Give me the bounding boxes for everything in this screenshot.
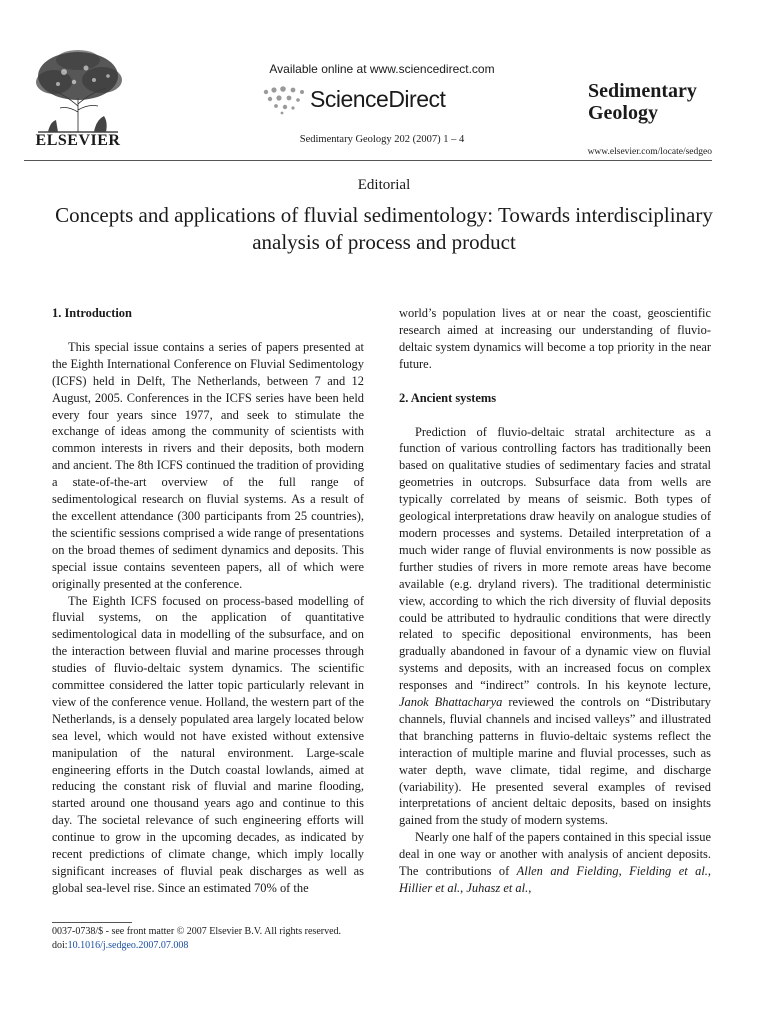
header-divider [24, 160, 712, 161]
reference-link[interactable]: Hillier et al. [399, 881, 461, 895]
journal-name: Sedimentary Geology [588, 80, 697, 124]
issn-copyright: 0037-0738/$ - see front matter © 2007 Elsevier B.V. All rights reserved. [52, 926, 342, 937]
intro-paragraph-2: The Eighth ICFS focused on process-based modelling of fluvial systems, on the application of quantitative sedimentological data in modelling of the subsurface, and on the interaction between fluvial and marine processes through studies of fluvio-deltaic system dynamics. The scientific committee considered the latter topic particularly relevant in view of the conference venue. Holland, the western part of the Netherlands, is a densely populated area largely located below sea level, which would not have existed without extensive manipulation of the natural environment. Large-scale engineering efforts in the Dutch coastal lowlands, aimed at reducing the constant risk of fluvial and marine flooding, started around one thousand years ago and continue to this day. The societal relevance of such engineering efforts will continue to grow in the upcoming decades, as indicated by recent predictions of climate change, which imply locally significant increases of fluvial peak discharges as well as global sea-level rise. Since an estimated 70% of the [52, 593, 364, 895]
right-column [399, 305, 711, 897]
publisher-name: ELSEVIER [35, 132, 121, 149]
footer-divider [52, 922, 132, 923]
doi-link[interactable]: 10.1016/j.sedgeo.2007.07.008 [67, 940, 189, 951]
ancient-paragraph-2: Nearly one half of the papers contained in this special issue deal in one way or another with analysis of ancient deposits. The contributions of Allen and Fielding, Fielding et al., Hillier et al., Juhasz et al., [399, 830, 712, 895]
reference-link[interactable]: Fielding et al. [629, 864, 708, 879]
article-title: Concepts and applications of fluvial sedimentology: Towards interdisciplinary analysis of process and product [55, 203, 713, 254]
intro-paragraph-1: This special issue contains a series of papers presented at the Eighth International Conference on Fluvial Sedimentology (ICFS) held in Delft, The Netherlands, between 7 and 12 August, 2005. Conferences in the ICFS series have been held every four years since 1977, and seek to stimulate the exchange of ideas among the community of scientists with common interests in rivers and their deposits, both modern and ancient. The 8th ICFS continued the tradition of providing a state-of-the-art overview of the full range of sedimentological research on fluvial systems. As a result of the excellent attendance (300 participants from 25 countries), the scientific sessions comprised a wide range of presentations on the broad themes of sediment dynamics and deposits. This special issue contains seventeen papers, all of which were originally presented at the conference. [52, 339, 364, 591]
reference-link[interactable]: Juhasz et al. [466, 881, 529, 895]
doi-prefix: doi: [52, 940, 68, 951]
ancient-p1-text-a: Prediction of fluvio-deltaic stratal architecture as a function of various controlling factors has traditionally been based on qualitative studies of sedimentary facies and stratal geometries in outcrops. Subsurface data from wells are typically correlated by means of seismic. Both types of geological interpretations draw heavily on analogue studies of modern processes and systems. Detailed interpretation of a much wider range of fluvial environments is now possible as further studies of rivers in more remote areas have become available (e.g. dryland rivers). The traditional deterministic view, according to which the rich diversity of fluvial deposits could be attributed to hydraulic conditions that were directly related to specific depositional environments, has been gradually abandoned in favour of a dynamic view on fluvial systems and deposits, with an increased focus on complex responses and “indirect” controls. In his keynote lecture, [399, 424, 711, 693]
available-online-text: Available online at www.sciencedirect.com [269, 62, 495, 76]
ancient-p1-text-b: reviewed the controls on “Distributary channels, fluvial channels and incised valleys” and illustrated that branching patterns in fluvio-deltaic systems reflect the interaction of multiple marine and fluvial processes, such as water depth, wave climate, tidal regime, and discharge (variability). He presented several examples of revised interpretations of ancient deltaic deposits, based on insights gained from the study of modern systems. [399, 695, 712, 828]
ancient-paragraph-1 [399, 424, 711, 830]
sciencedirect-dots-icon [258, 82, 310, 118]
section-heading-ancient-systems: 2. Ancient systems [399, 390, 497, 405]
ancient-p2-text: Nearly one half of the papers contained in this special issue deal in one way or another with analysis of ancient deposits. The contributions of [399, 830, 711, 879]
reference-link[interactable]: Allen and Fielding [516, 864, 619, 879]
keynote-speaker-name: Janok Bhattacharya [399, 695, 503, 710]
journal-citation: Sedimentary Geology 202 (2007) 1 – 4 [299, 134, 465, 145]
intro-paragraph-continued: world’s population lives at or near the coast, geoscientific research aimed at increasing our understanding of fluvio-deltaic system dynamics will become a top priority in the near future. [399, 306, 711, 371]
doi-line [52, 940, 188, 951]
sciencedirect-logo [258, 82, 458, 118]
journal-url[interactable]: www.elsevier.com/locate/sedgeo [587, 147, 712, 157]
elsevier-tree-logo [24, 46, 132, 136]
section-heading-introduction: 1. Introduction [52, 306, 132, 320]
article-type: Editorial [357, 177, 411, 193]
left-column [52, 305, 364, 897]
sciencedirect-wordmark: ScienceDirect [310, 86, 446, 112]
